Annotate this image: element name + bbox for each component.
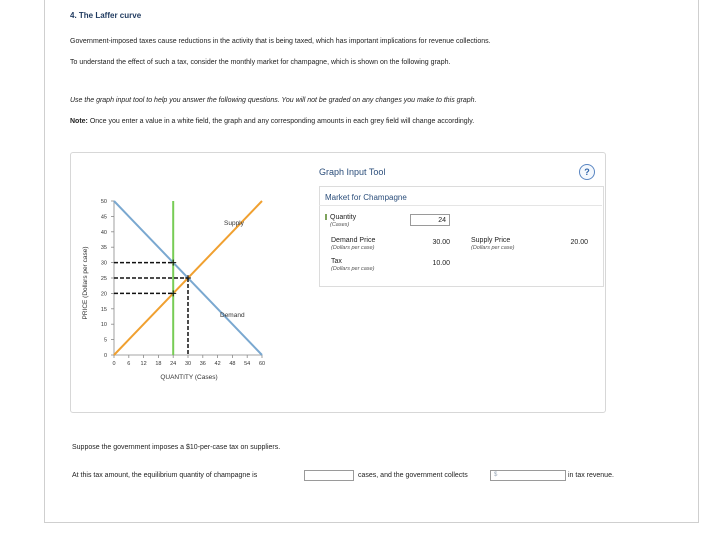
y-axis-label: PRICE (Dollars per case): [82, 246, 89, 320]
x-tick-label: 48: [229, 361, 236, 367]
y-tick-label: 50: [100, 199, 107, 205]
supply-price-value: 20.00: [570, 239, 588, 246]
x-tick-label: 18: [155, 361, 162, 367]
supply-label: Supply: [224, 220, 244, 227]
x-tick-label: 42: [214, 361, 221, 367]
demand-label: Demand: [220, 312, 245, 319]
laffer-chart[interactable]: [72, 154, 298, 408]
dollar-sign: $: [494, 472, 498, 478]
demand-price-unit: (Dollars per case): [331, 245, 375, 251]
y-ticks: [101, 199, 114, 359]
note-label: Note:: [70, 118, 88, 125]
x-tick-label: 24: [170, 361, 177, 367]
tax-value: 10.00: [432, 260, 450, 267]
y-tick-label: 0: [103, 353, 107, 359]
question-title: 4. The Laffer curve: [70, 11, 142, 20]
x-ticks: [112, 355, 265, 367]
y-tick-label: 20: [100, 291, 107, 298]
x-tick-label: 30: [184, 361, 192, 367]
question-text: Suppose the government imposes a $10-per-case tax on suppliers.: [72, 444, 281, 451]
answer-part-3: in tax revenue.: [568, 472, 614, 479]
instruction-text: Use the graph input tool to help you answer the following questions. You will not be graded on any changes you make to this graph.: [70, 97, 477, 104]
market-title: Market for Champagne: [325, 193, 407, 202]
intro-line-1: Government-imposed taxes cause reductions in the activity that is being taxed, which has important implications for revenue collections.: [70, 38, 491, 45]
y-tick-label: 40: [100, 229, 107, 236]
y-tick-label: 30: [100, 260, 107, 267]
quantity-answer-input[interactable]: [304, 470, 354, 481]
x-tick-label: 12: [140, 361, 147, 367]
supply-price-unit: (Dollars per case): [471, 245, 515, 251]
help-icon[interactable]: ?: [579, 164, 595, 180]
answer-part-2: cases, and the government collects: [358, 472, 468, 479]
y-tick-label: 10: [100, 322, 107, 329]
intro-line-2: To understand the effect of such a tax, consider the monthly market for champagne, which is shown on the following graph.: [70, 59, 451, 66]
annotations: [114, 260, 191, 355]
y-tick-label: 45: [100, 214, 107, 221]
y-tick-label: 15: [100, 306, 107, 313]
tax-unit: (Dollars per case): [331, 266, 375, 272]
quantity-label: Quantity (Cases): [325, 214, 356, 229]
x-tick-label: 60: [258, 361, 266, 367]
y-tick-label: 25: [100, 276, 107, 282]
quantity-unit: (Cases): [330, 222, 350, 228]
supply-price-label: Supply Price (Dollars per case): [471, 237, 515, 251]
revenue-answer-input[interactable]: [490, 470, 566, 481]
demand-price-label: Demand Price (Dollars per case): [331, 237, 376, 251]
y-tick-label: 5: [103, 337, 107, 344]
x-axis-label: QUANTITY (Cases): [160, 374, 218, 381]
divider: [319, 205, 602, 206]
x-tick-label: 54: [244, 361, 251, 367]
quantity-input[interactable]: 24: [410, 214, 450, 226]
note-body: Once you enter a value in a white field, the graph and any corresponding amounts in each grey field will change accordingly.: [87, 118, 475, 125]
y-tick-label: 35: [100, 245, 107, 252]
graph-area[interactable]: [72, 154, 298, 408]
x-tick-label: 36: [199, 361, 206, 367]
x-tick-label: 6: [127, 361, 131, 367]
graph-input-tool-title: Graph Input Tool: [319, 167, 386, 177]
x-tick-label: 0: [112, 361, 116, 367]
answer-part-1: At this tax amount, the equilibrium quantity of champagne is: [72, 472, 258, 479]
demand-price-value: 30.00: [432, 239, 450, 246]
tax-label: Tax (Dollars per case): [331, 258, 375, 272]
note-text: [70, 118, 474, 125]
quantity-marker-icon: [325, 214, 327, 220]
